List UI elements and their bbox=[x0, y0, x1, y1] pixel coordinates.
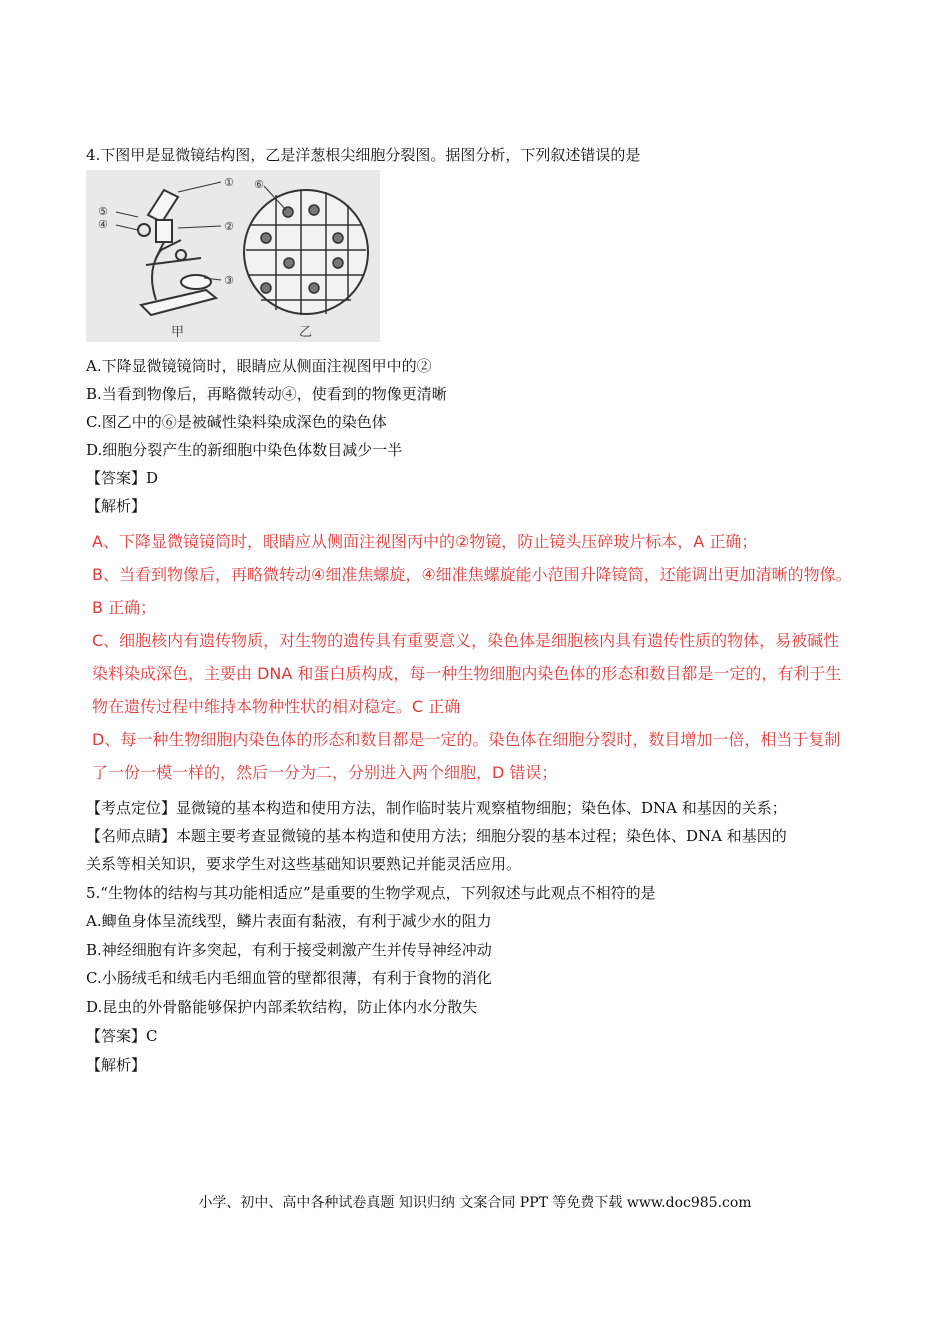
microscope-drawing bbox=[116, 182, 221, 315]
q5-option-b: B.神经细胞有许多突起，有利于接受刺激产生并传导神经冲动 bbox=[86, 941, 492, 959]
q5-option-d: D.昆虫的外骨骼能够保护内部柔软结构，防止体内水分散失 bbox=[86, 998, 478, 1016]
q4-option-b: B.当看到物像后，再略微转动④，使看到的物像更清晰 bbox=[86, 385, 447, 403]
q5-option-a: A.鲫鱼身体呈流线型，鳞片表面有黏液，有利于减少水的阻力 bbox=[86, 912, 492, 930]
q4-analysis-line: A、下降显微镜镜筒时，眼睛应从侧面注视图丙中的②物镜，防止镜头压碎玻片标本，A 正确； bbox=[92, 532, 758, 551]
q4-analysis-label: 【解析】 bbox=[86, 497, 147, 515]
figure-caption-left: 甲 bbox=[171, 325, 185, 340]
q4-analysis-line: B、当看到物像后，再略微转动④细准焦螺旋，④细准焦螺旋能小范围升降镜筒，还能调出更加清晰的物像。 bbox=[92, 565, 852, 584]
q4-option-c: C.图乙中的⑥是被碱性染料染成深色的染色体 bbox=[86, 413, 387, 431]
q4-option-d: D.细胞分裂产生的新细胞中染色体数目减少一半 bbox=[86, 441, 403, 459]
q4-mingshi-line-1: 【名师点睛】本题主要考查显微镜的基本构造和使用方法；细胞分裂的基本过程；染色体、DNA 和基因的 bbox=[86, 827, 787, 845]
figure-label-6: ⑥ bbox=[254, 178, 264, 191]
figure-label-5: ⑤ bbox=[98, 205, 108, 218]
q5-stem: 5.“生物体的结构与其功能相适应”是重要的生物学观点，下列叙述与此观点不相符的是 bbox=[86, 884, 656, 902]
q4-kaodian: 【考点定位】显微镜的基本构造和使用方法，制作临时装片观察植物细胞；染色体、DNA 和基因的关系； bbox=[86, 799, 787, 817]
q4-analysis-line: 了一份一模一样的，然后一分为二，分别进入两个细胞，D 错误； bbox=[92, 763, 558, 782]
q4-analysis-line: C、细胞核内有遗传物质，对生物的遗传具有重要意义，染色体是细胞核内具有遗传性质的物体，易被碱性 bbox=[92, 631, 840, 650]
page-footer: 小学、初中、高中各种试卷真题 知识归纳 文案合同 PPT 等免费下载 www.doc985.com bbox=[198, 1195, 752, 1211]
microscope-figure bbox=[86, 170, 380, 342]
q5-analysis-label: 【解析】 bbox=[86, 1056, 147, 1074]
figure-label-2: ② bbox=[224, 220, 234, 233]
figure-label-1: ① bbox=[224, 176, 234, 189]
q4-analysis-line: 物在遗传过程中维持本物种性状的相对稳定。C 正确 bbox=[92, 697, 461, 716]
figure-label-3: ③ bbox=[224, 274, 234, 287]
cell-division-drawing bbox=[244, 186, 368, 315]
q5-option-c: C.小肠绒毛和绒毛内毛细血管的壁都很薄，有利于食物的消化 bbox=[86, 969, 492, 987]
q4-analysis-line: D、每一种生物细胞内染色体的形态和数目都是一定的。染色体在细胞分裂时，数目增加一倍，相当于复制 bbox=[92, 730, 841, 749]
figure-caption-right: 乙 bbox=[299, 325, 313, 340]
q4-analysis-line: B 正确； bbox=[92, 598, 157, 617]
q4-answer: 【答案】D bbox=[86, 469, 159, 487]
q4-stem: 4.下图甲是显微镜结构图，乙是洋葱根尖细胞分裂图。据图分析，下列叙述错误的是 bbox=[86, 146, 641, 164]
microscope-and-cells-illustration bbox=[86, 170, 380, 342]
figure-label-4: ④ bbox=[98, 218, 108, 231]
q4-option-a: A.下降显微镜镜筒时，眼睛应从侧面注视图甲中的② bbox=[86, 357, 432, 375]
q5-answer: 【答案】C bbox=[86, 1027, 158, 1045]
q4-analysis-line: 染料染成深色，主要由 DNA 和蛋白质构成，每一种生物细胞内染色体的形态和数目都是一定的，有利于生 bbox=[92, 664, 842, 683]
q4-mingshi-line-2: 关系等相关知识，要求学生对这些基础知识要熟记并能灵活应用。 bbox=[86, 855, 522, 873]
